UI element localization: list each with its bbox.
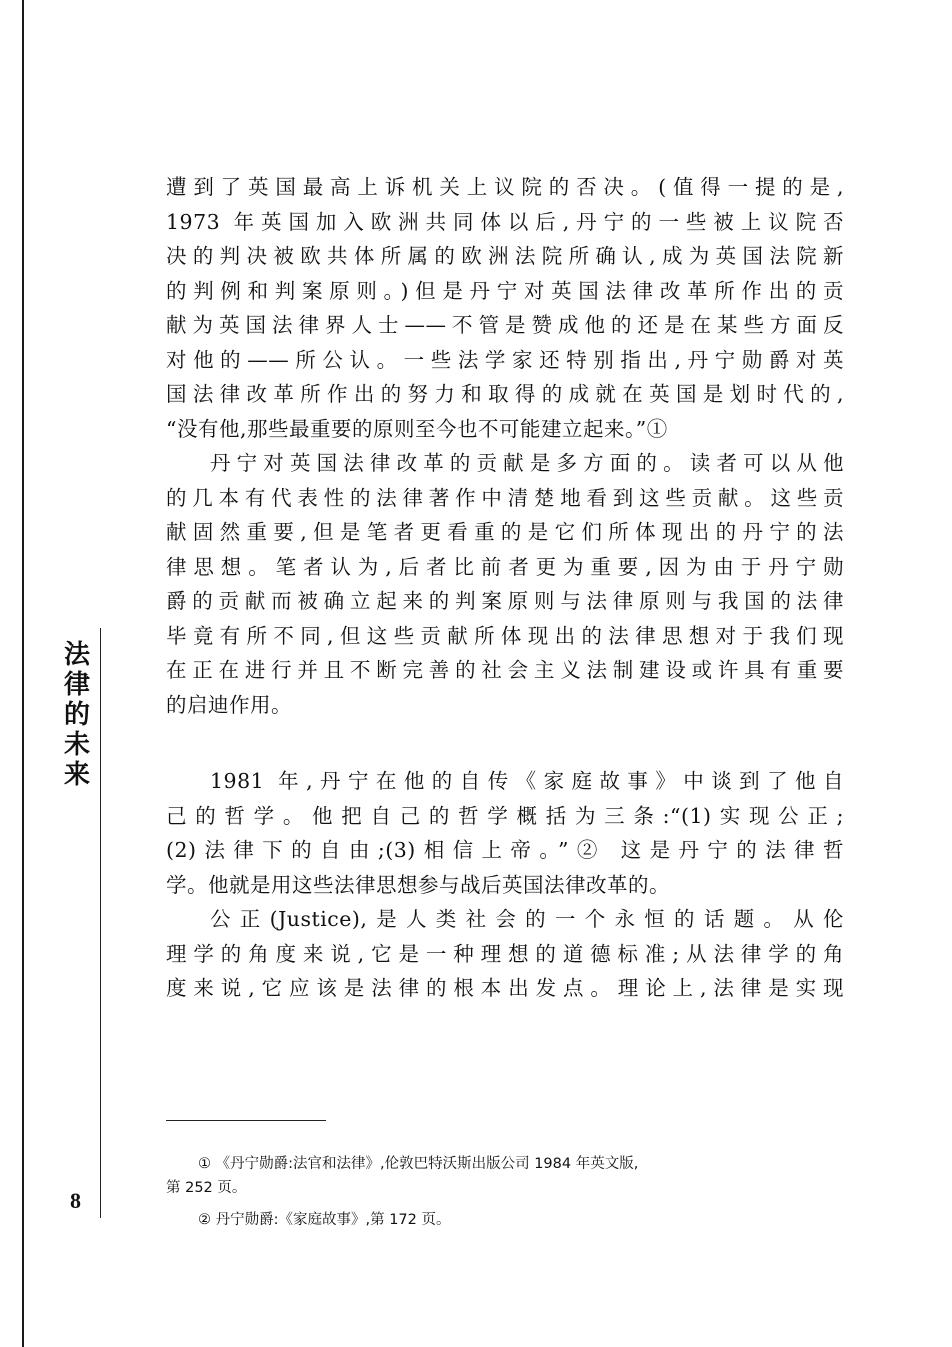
text-line: 爵的贡献而被确立起来的判案原则与法律原则与我国的法律	[166, 589, 844, 613]
footnote-line: 第 252 页。	[166, 1180, 247, 1196]
page-binding-rule	[22, 0, 24, 1347]
text-line: 的启迪作用。	[166, 692, 292, 717]
footnote	[166, 1152, 844, 1200]
footnote	[166, 1208, 844, 1232]
running-head-char: 来	[63, 760, 90, 790]
text-line: 度来说,它应该是法律的根本出发点。理论上,法律是实现	[166, 976, 844, 1000]
paragraph	[166, 446, 844, 722]
text-line: 对他的——所公认。一些法学家还特别指出,丹宁勋爵对英	[166, 347, 844, 372]
text-line: 丹宁对英国法律改革的贡献是多方面的。读者可以从他	[210, 451, 844, 475]
footnote-line: ② 丹宁勋爵:《家庭故事》,第 172 页。	[198, 1212, 451, 1228]
text-line: 1981 年,丹宁在他的自传《家庭故事》中谈到了他自	[210, 769, 844, 793]
text-line: (2)法律下的自由;(3)相信上帝。”② 这是丹宁的法律哲	[166, 838, 844, 862]
text-line: 遭到了英国最高上诉机关上议院的否决。(值得一提的是,	[166, 175, 844, 199]
text-line: 理学的角度来说,它是一种理想的道德标准;从法律学的角	[166, 941, 844, 966]
footnotes	[166, 1152, 844, 1232]
running-head-char: 法	[63, 640, 90, 670]
paragraph	[166, 170, 844, 446]
footnote-line: ① 《丹宁勋爵:法官和法律》,伦敦巴特沃斯出版公司 1984 年英文版,	[198, 1156, 639, 1172]
running-head-char: 律	[63, 670, 90, 700]
text-line: 决的判决被欧共体所属的欧洲法院所确认,成为英国法院新	[166, 244, 844, 268]
text-line: 毕竟有所不同,但这些贡献所体现出的法律思想对于我们现	[166, 623, 844, 648]
page-number: 8	[70, 1188, 81, 1213]
running-head	[62, 640, 92, 790]
footnote-gap	[166, 1200, 844, 1208]
text-line: 1973 年英国加入欧洲共同体以后,丹宁的一些被上议院否	[166, 209, 844, 234]
text-line: 献为英国法律界人士——不管是赞成他的还是在某些方面反	[166, 313, 844, 337]
text-line: 国法律改革所作出的努力和取得的成就在英国是划时代的,	[166, 382, 844, 406]
text-line: 的判例和判案原则。)但是丹宁对英国法律改革所作出的贡	[166, 278, 844, 303]
text-line: 的几本有代表性的法律著作中清楚地看到这些贡献。这些贡	[166, 485, 844, 510]
paragraph	[166, 902, 844, 1006]
running-head-char: 未	[63, 730, 90, 760]
text-line: 己的哲学。他把自己的哲学概括为三条:“(1)实现公正;	[166, 803, 844, 828]
text-line: 学。他就是用这些法律思想参与战后英国法律改革的。	[166, 872, 670, 897]
footnote-rule	[166, 1120, 326, 1121]
text-line: 律思想。笔者认为,后者比前者更为重要,因为由于丹宁勋	[166, 554, 844, 579]
text-line: 在正在进行并且不断完善的社会主义法制建设或许具有重要	[166, 658, 844, 682]
margin-divider	[100, 628, 101, 1218]
paragraph	[166, 764, 844, 902]
running-head-char: 的	[63, 700, 90, 730]
text-line: “没有他,那些最重要的原则至今也不可能建立起来。”①	[166, 416, 668, 441]
body-text	[166, 170, 844, 1006]
text-line: 公正(Justice),是人类社会的一个永恒的话题。从伦	[210, 907, 844, 931]
section-gap	[166, 722, 844, 764]
text-line: 献固然重要,但是笔者更看重的是它们所体现出的丹宁的法	[166, 520, 844, 544]
